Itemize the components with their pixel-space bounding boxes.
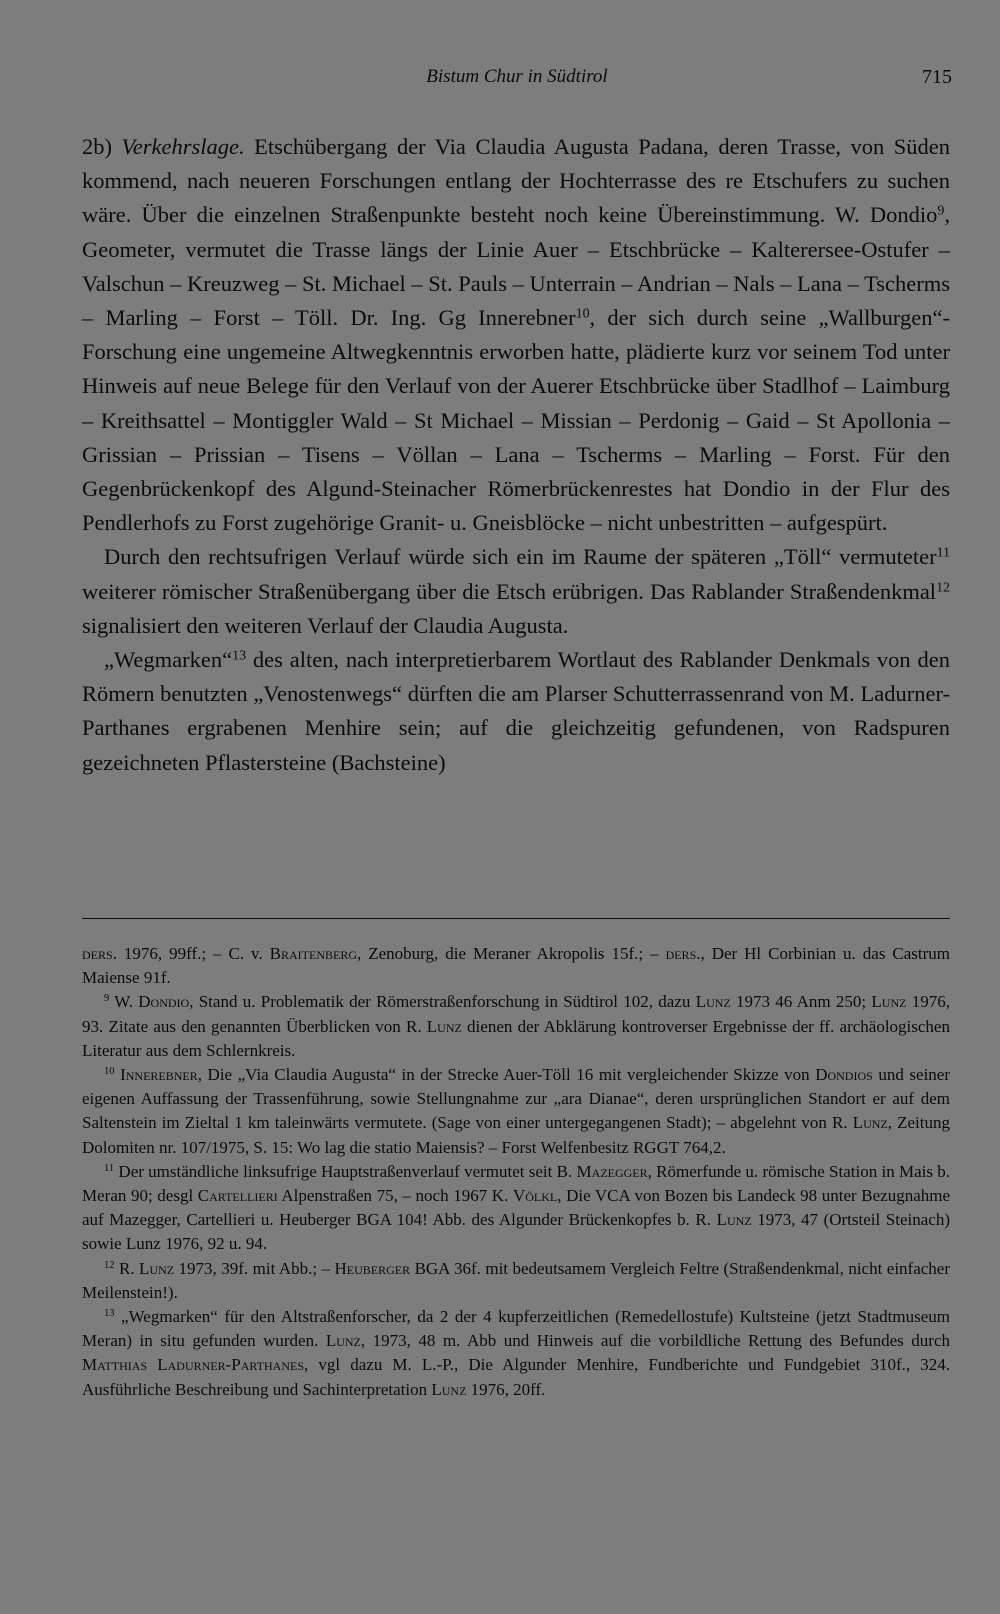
author-name: Lunz [431,1379,467,1399]
text-run: BGA 36f. mit bedeutsamem Vergleich Feltre (Straßendenkmal, nicht einfacher Meilenstein!). [82,1258,950,1302]
text-run: , vgl dazu M. L.-P., Die Algunder Menhire, Fundberichte und Fundgebiet 310f., 324. Ausführliche Beschreibung und Sachinterpretation [82,1355,950,1399]
author-name: Dondio [138,992,190,1012]
paragraph-rechtsufrig [82,540,950,643]
author-name: Lunz [139,1258,175,1278]
footnote-ref: 12 [936,579,950,595]
author-name: Lunz [426,1016,462,1036]
author-name: Braitenberg [269,944,358,963]
footnote-continued [82,942,950,990]
text-run: , der sich durch seine „Wallburgen“-Forschung eine ungemeine Altwegkenntnis erworben hatte, plädierte kurz vor seinem Tod unter Hinweis auf neue Belege für den Verlauf von der Auerer Etschbrücke über Stadlhof – Laimburg – Kreithsattel – Montiggler Wald – St Michael – Missian – Perdonig – Gaid – St Apollonia – Grissian – Prissian – Tisens – Völlan – Lana – Tscherms – Marling – Forst. Für den Gegenbrückenkopf des Algund-Steinacher Römerbrückenrestes hat Dondio in der Flur des Pendlerhofs zu Forst zugehörige Granit- u. Gneisblöcke – nicht unbestritten – aufgespürt. [82,305,950,536]
text-run: , 1973, 48 m. Abb und Hinweis auf die vorbildliche Rettung des Befundes durch [360,1331,950,1351]
author-name: Mazegger [576,1161,648,1181]
author-name: Innerebner [120,1065,198,1085]
text-run: und seiner eigenen Auffassung der Trassenführung, sowie Stellungnahme zur „ara Dianae“, deren ursprünglichen Standort er auf dem Saltenstein im Zieltal 1 km taleinwärts vermutete. (Sage von einer untergegangenen Stadt); – abgelehnt von R. [82,1065,950,1133]
paragraph-verkehrslage [82,130,950,540]
footnote-number: 12 [104,1259,115,1271]
text-run: „Wegmarken“ für den Altstraßenforscher, da 2 der 4 kupferzeitlichen (Remedellostufe) Kultsteine (jetzt Stadtmuseum Meran) in situ gefunden wurden. [82,1307,950,1351]
text-run: , Geometer, vermutet die Trasse längs der Linie Auer – Etschbrücke – Kalterersee-Ostufer – Valschun – Kreuzweg – St. Michael – St. Pauls – Unterrain – Andrian – Nals – Lana – Tscherms – Marling – Forst – Töll. Dr. Ing. Gg Innerebner [82,202,950,331]
text-run: , Stand u. Problematik der Römerstraßenforschung in Südtirol 102, dazu [189,992,696,1012]
text-run: Der umständliche linksufrige Hauptstraßenverlauf vermutet seit B. [114,1161,577,1181]
text-run: weiterer römischer Straßenübergang über die Etsch erübrigen. Das Rablander Straßendenkmal [82,578,937,604]
text-run: ., Der Hl Corbinian u. das Castrum Maiense 91f. [82,944,950,988]
footnote-number: 9 [104,993,110,1005]
text-run: dienen der Abklärung kontroverser Ergebnisse der ff. archäologischen Literatur aus dem Schlernkreis. [82,1016,950,1060]
author-name: Lunz [852,1113,888,1133]
text-run: 1976, 20ff. [466,1379,546,1399]
author-name: ders [665,944,697,963]
main-text [82,130,950,780]
text-run: Alpenstraßen 75, – noch 1967 K. [277,1186,513,1206]
text-run: , Die VCA von Bozen bis Landeck 98 unter Bezugnahme auf Mazegger, Cartellieri u. Heuberger BGA 104! Abb. des Algunder Brückenkopfes b. R. [82,1186,951,1230]
footnote-number: 10 [104,1066,115,1078]
footnote-13 [82,1305,950,1402]
text-run: W. [109,992,139,1012]
footnote-12 [82,1257,950,1305]
running-title: Bistum Chur in Südtirol [426,66,608,87]
text-run: Durch den rechtsufrigen Verlauf würde sich ein im Raume der späteren „Töll“ vermuteter [104,544,937,570]
author-name: Lunz [695,992,731,1012]
section-lead: Verkehrslage. [121,134,245,159]
text-run: . 1976, 99ff.; – C. v. [112,944,270,963]
text-run: Etschübergang der Via Claudia Augusta Padana, deren Trasse, von Süden kommend, nach neueren Forschungen entlang der Hochterrasse des re Etschufers zu suchen wäre. Über die einzelnen Straßenpunkte besteht noch keine Übereinstimmung. W. Dondio [82,134,950,228]
text-run: R. [114,1258,140,1278]
text-run: 1973, 39f. mit Abb.; – [174,1258,335,1278]
author-name: Heuberger [334,1258,411,1278]
footnote-separator [82,918,950,919]
text-run: 1976, 93. Zitate aus den genannten Überblicken von R. [82,992,950,1036]
footnote-11 [82,1160,950,1257]
author-name: Lunz [716,1210,752,1230]
page-header [82,62,952,92]
text-run: , Zeitung Dolomiten nr. 107/1975, S. 15: Wo lag die statio Maiensis? – Forst Welfenbesitz RGGT 764,2. [82,1113,950,1157]
paragraph-wegmarken [82,643,950,780]
text-run: , Die „Via Claudia Augusta“ in der Strecke Auer-Töll 16 mit vergleichender Skizze von [197,1065,816,1085]
section-label: 2b) [82,134,122,159]
text-run: 1973, 47 (Ortsteil Steinach) sowie Lunz 1976, 92 u. 94. [82,1210,950,1254]
author-name: Dondios [815,1065,873,1085]
author-name: Matthias Ladurner-Parthanes [82,1355,305,1375]
footnote-ref: 9 [937,203,945,219]
text-run: 1973 46 Anm 250; [730,992,872,1012]
footnote-number: 13 [104,1308,115,1320]
text-run: signalisiert den weiteren Verlauf der Claudia Augusta. [82,612,569,638]
footnote-10 [82,1063,950,1160]
text-run: , Römerfunde u. römische Station in Mais b. Meran 90; desgl [82,1161,951,1206]
author-name: Cartellieri [197,1186,278,1206]
footnote-9 [82,990,950,1063]
author-name: Völkl [512,1186,558,1206]
page-number: 715 [922,66,952,88]
author-name: Lunz [325,1331,361,1351]
text-run: „Wegmarken“ [104,647,233,673]
footnote-number: 11 [104,1163,115,1175]
author-name: ders [82,944,113,963]
text-run: , Zenoburg, die Meraner Akropolis 15f.; – [357,944,666,963]
text-run: des alten, nach interpretierbarem Wortlaut des Rablander Denkmals von den Römern benutzten „Venostenwegs“ dürften die am Plarser Schutterrassenrand von M. Ladurner-Parthanes ergrabenen Menhire sein; auf die gleichzeitig gefundenen, von Radspuren gezeichneten Pflastersteine (Bachsteine) [82,647,950,775]
footnotes [82,942,950,1402]
footnote-ref: 11 [936,545,950,561]
footnote-ref: 13 [232,648,247,664]
footnote-ref: 10 [575,306,590,322]
author-name: Lunz [871,992,907,1012]
